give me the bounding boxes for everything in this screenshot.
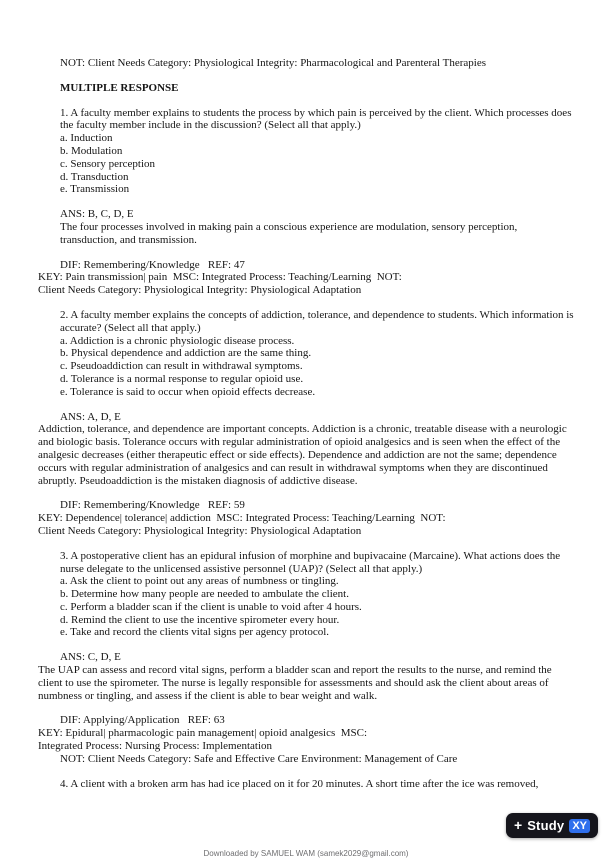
question-1-key-line: KEY: Pain transmission| pain MSC: Integrated Process: Teaching/Learning NOT: [38, 271, 402, 284]
question-3-option-d: d. Remind the client to use the incentive spirometer every hour. [60, 613, 340, 626]
question-1-rationale: The four processes involved in making pain a conscious experience are modulation, sensory perception, transduction, and transmission. [60, 220, 521, 246]
question-1-option-b: b. Modulation [60, 144, 123, 157]
question-3-option-b: b. Determine how many people are needed to ambulate the client. [60, 588, 349, 601]
question-3-option-e: e. Take and record the clients vital signs per agency protocol. [60, 626, 330, 639]
question-1-option-e: e. Transmission [60, 183, 130, 196]
logo-text-study: Study [527, 818, 565, 833]
question-2-rationale: Addiction, tolerance, and dependence are important concepts. Addiction is a chronic, treatable disease with a neurologic and biologic basis. Tolerance occurs with regular administration of opioid analgesics and is seen when the effect of the analgesic decreases (either therapeutic effect or side effects). Dependence and addiction are not the same; dependence occurs with regular administration of analgesics and can result in withdrawal symptoms when they are discontinued abruptly. Pseudoaddiction is the mistaken diagnosis of addictive disease. [38, 423, 570, 487]
question-1-option-a: a. Induction [60, 132, 113, 145]
question-3-key-line: KEY: Epidural| pharmacologic pain management| opioid analgesics MSC: [38, 727, 368, 740]
question-3-not-line: NOT: Client Needs Category: Safe and Effective Care Environment: Management of Care [60, 752, 458, 765]
question-2-key-line: KEY: Dependence| tolerance| addiction MSC: Integrated Process: Teaching/Learning NOT: [38, 512, 446, 525]
question-1-dif-line: DIF: Remembering/Knowledge REF: 47 [60, 258, 245, 271]
studyxy-logo [506, 813, 598, 838]
question-2-option-c: c. Pseudoaddiction can result in withdrawal symptoms. [60, 360, 303, 373]
plus-icon: + [514, 817, 523, 833]
question-3-answer: ANS: C, D, E [60, 651, 121, 664]
question-2-option-b: b. Physical dependence and addiction are the same thing. [60, 347, 312, 360]
question-2-option-a: a. Addiction is a chronic physiologic disease process. [60, 334, 295, 347]
footer-watermark-text: Downloaded by SAMUEL WAM (samek2029@gmail.com) [203, 849, 409, 858]
question-3-option-c: c. Perform a bladder scan if the client is unable to void after 4 hours. [60, 600, 362, 613]
question-2-answer: ANS: A, D, E [60, 410, 121, 423]
not-category-line: NOT: Client Needs Category: Physiological Integrity: Pharmacological and Parenteral Therapies [60, 57, 486, 69]
logo-text-xy: XY [569, 819, 590, 833]
question-2-stem: 2. A faculty member explains the concepts of addiction, tolerance, and dependence to students. Which information is accurate? (Select all that apply.) [60, 308, 577, 334]
question-1-client-needs-line: Client Needs Category: Physiological Integrity: Physiological Adaptation [38, 284, 362, 297]
question-1-stem: 1. A faculty member explains to students the process by which pain is perceived by the client. Which processes does the faculty member include in the discussion? (Select all that apply.) [60, 106, 575, 132]
question-3-option-a: a. Ask the client to point out any areas of numbness or tingling. [60, 575, 339, 588]
question-1-option-c: c. Sensory perception [60, 157, 155, 170]
question-2-option-e: e. Tolerance is said to occur when opioid effects decrease. [60, 385, 316, 398]
question-2-dif-line: DIF: Remembering/Knowledge REF: 59 [60, 499, 245, 512]
question-1-option-d: d. Transduction [60, 170, 129, 183]
question-1-answer: ANS: B, C, D, E [60, 208, 134, 221]
question-3-integrated-process-line: Integrated Process: Nursing Process: Implementation [38, 740, 273, 753]
question-3-stem: 3. A postoperative client has an epidural infusion of morphine and bupivacaine (Marcaine). What actions does the nurse delegate to the unlicensed assistive personnel (UAP)? (Select all that apply.) [60, 549, 563, 575]
question-2-client-needs-line: Client Needs Category: Physiological Integrity: Physiological Adaptation [38, 524, 362, 537]
question-4-stem: 4. A client with a broken arm has had ice placed on it for 20 minutes. A short time after the ice was removed, [60, 777, 539, 790]
section-heading: MULTIPLE RESPONSE [60, 81, 179, 94]
question-3-dif-line: DIF: Applying/Application REF: 63 [60, 714, 225, 727]
question-3-rationale: The UAP can assess and record vital signs, perform a bladder scan and report the results to the nurse, and remind the client to use the spirometer. The nurse is legally responsible for assessments and should ask the client about areas of numbness or tingling, and assess if the client is able to bear weight and walk. [38, 664, 555, 702]
question-2-option-d: d. Tolerance is a normal response to regular opioid use. [60, 372, 304, 385]
